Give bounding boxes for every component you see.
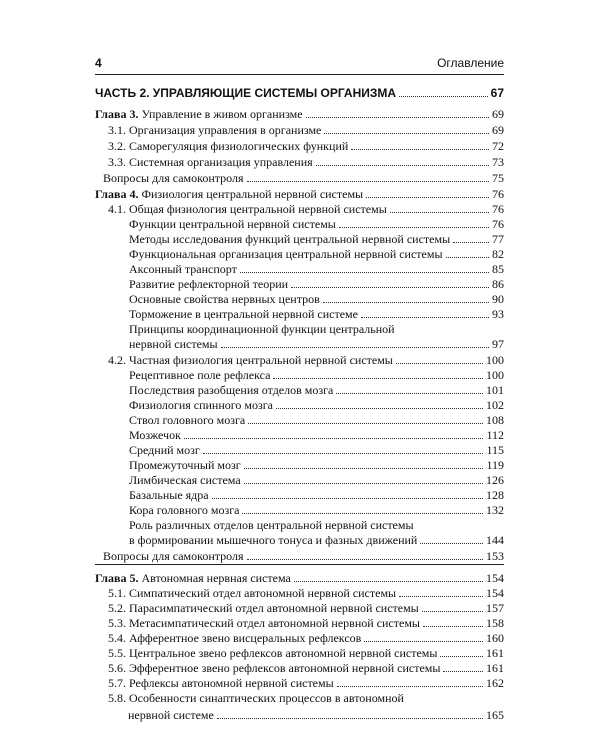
toc-entry[interactable] (95, 138, 504, 154)
page-ref: 161 (486, 646, 504, 660)
page-ref: 154 (486, 586, 504, 600)
leader-dots (306, 117, 489, 118)
toc-entry[interactable] (95, 600, 504, 616)
toc-chapter-3[interactable] (95, 106, 504, 122)
entry-title: Мозжечок (129, 428, 181, 442)
toc-entry[interactable] (95, 216, 504, 232)
page-ref: 165 (486, 708, 504, 722)
entry-title: Аксонный транспорт (129, 262, 237, 276)
entry-title: Методы исследования функций центральной нервной системы (129, 232, 451, 246)
entry-title: Основные свойства нервных центров (129, 292, 320, 306)
toc-entry[interactable] (95, 645, 504, 661)
entry-title: 5.4. Афферентное звено висцеральных рефлексов (108, 631, 362, 645)
page-ref: 162 (486, 676, 504, 690)
entry-title: в формировании мышечного тонуса и фазных движений (129, 533, 418, 547)
leader-dots (399, 596, 483, 597)
toc-entry[interactable] (95, 367, 504, 383)
page-ref: 69 (492, 123, 504, 137)
toc-entry[interactable] (95, 548, 504, 564)
leader-dots (337, 686, 483, 687)
page-ref: 69 (492, 107, 504, 121)
entry-title: 5.2. Парасимпатический отдел автономной нервной системы (108, 601, 419, 615)
entry-title: 5.3. Метасимпатический отдел автономной нервной системы (108, 616, 420, 630)
page-ref: 100 (486, 368, 504, 382)
toc-entry[interactable] (95, 532, 504, 548)
entry-title: Средний мозг (129, 443, 200, 457)
page-ref: 73 (492, 155, 504, 169)
toc-chapter-5[interactable] (95, 570, 504, 586)
entry-title: Торможение в центральной нервной системе (129, 307, 358, 321)
leader-dots (294, 581, 483, 582)
page-ref: 100 (486, 353, 504, 367)
leader-dots (390, 212, 489, 213)
toc-entry[interactable] (95, 630, 504, 646)
leader-dots (399, 96, 488, 97)
entry-title: 5.5. Центральное звено рефлексов автономной нервной системы (108, 646, 438, 660)
leader-dots (247, 559, 483, 560)
leader-dots (316, 165, 489, 166)
chapter-heading (95, 106, 303, 122)
chapter-heading (95, 186, 363, 202)
leader-dots (453, 242, 489, 243)
entry-title: Функциональная организация центральной нервной системы (129, 247, 443, 261)
toc-entry[interactable] (95, 487, 504, 503)
leader-dots (212, 498, 483, 499)
toc-entry[interactable] (95, 457, 504, 473)
page-ref: 112 (486, 428, 504, 442)
leader-dots (244, 468, 484, 469)
toc-entry[interactable] (95, 170, 504, 186)
entry-title: 5.6. Эфферентное звено рефлексов автономной нервной системы (108, 661, 441, 675)
leader-dots (324, 133, 489, 134)
entry-title: нервной системе (128, 708, 214, 722)
toc-entry[interactable] (95, 321, 504, 337)
page-ref: 108 (486, 413, 504, 427)
chapter-heading (95, 570, 291, 586)
entry-title: Принципы координационной функции центральной (129, 322, 395, 336)
leader-dots (244, 483, 483, 484)
entry-title: Лимбическая система (129, 473, 241, 487)
page-ref: 158 (486, 616, 504, 630)
entry-title: 3.1. Организация управления в организме (108, 123, 322, 137)
toc-entry[interactable] (95, 336, 504, 352)
leader-dots (339, 227, 489, 228)
entry-title: Рецептивное поле рефлекса (129, 368, 271, 382)
leader-dots (336, 393, 483, 394)
chapter-label: Глава 4. (95, 187, 139, 201)
toc-entry[interactable] (95, 201, 504, 217)
leader-dots (422, 611, 483, 612)
entry-title: Вопросы для самоконтроля (103, 171, 244, 185)
entry-title: Физиология спинного мозга (129, 398, 273, 412)
chapter-title: Физиология центральной нервной системы (141, 187, 364, 201)
entry-title: Кора головного мозга (129, 503, 240, 517)
toc-entry[interactable] (95, 382, 504, 398)
toc-entry[interactable] (95, 472, 504, 488)
chapter-label: Глава 5. (95, 571, 139, 585)
page-ref: 76 (492, 217, 504, 231)
page-ref: 128 (486, 488, 504, 502)
entry-title: 3.2. Саморегуляция физиологических функций (108, 139, 349, 153)
toc-entry[interactable] (95, 397, 504, 413)
leader-dots (276, 408, 483, 409)
chapter-title: Автономная нервная система (141, 571, 291, 585)
leader-dots (396, 363, 483, 364)
entry-title: нервной системы (129, 337, 218, 351)
leader-dots (323, 302, 489, 303)
entry-title: Роль различных отделов центральной нервной системы (129, 518, 414, 532)
entry-title: Последствия разобщения отделов мозга (129, 383, 334, 397)
page-ref: 132 (486, 503, 504, 517)
page-ref: 144 (486, 533, 504, 547)
entry-title: 3.3. Системная организация управления (108, 155, 313, 169)
leader-dots (291, 287, 489, 288)
toc-entry[interactable] (95, 291, 504, 307)
leader-dots (203, 453, 484, 454)
page-ref: 75 (492, 171, 504, 185)
page-ref: 154 (486, 571, 504, 585)
leader-dots (366, 197, 489, 198)
chapter-label: Глава 3. (95, 107, 139, 121)
toc-entry[interactable] (95, 675, 504, 691)
toc-entry[interactable] (95, 412, 504, 428)
page-ref: 72 (492, 139, 504, 153)
leader-dots (364, 641, 483, 642)
toc-entry[interactable] (95, 615, 504, 631)
leader-dots (247, 181, 489, 182)
entry-title: 5.1. Симпатический отдел автономной нервной системы (108, 586, 397, 600)
leader-dots (248, 423, 483, 424)
page-ref: 86 (492, 277, 504, 291)
page-ref: 82 (492, 247, 504, 261)
leader-dots (217, 718, 483, 719)
leader-dots (242, 513, 483, 514)
page-header (95, 56, 504, 74)
page-ref: 97 (492, 337, 504, 351)
toc-entry[interactable] (95, 502, 504, 518)
entry-title: Развитие рефлекторной теории (129, 277, 289, 291)
page-ref: 157 (486, 601, 504, 615)
page-number: 4 (95, 56, 102, 70)
entry-title: Базальные ядра (129, 488, 209, 502)
toc-entry[interactable] (95, 427, 504, 443)
entry-title: Функции центральной нервной системы (129, 217, 336, 231)
toc-entry[interactable] (95, 276, 504, 292)
leader-dots (420, 543, 483, 544)
toc-entry[interactable] (95, 246, 504, 262)
entry-title: 5.7. Рефлексы автономной нервной системы (108, 676, 334, 690)
page-ref: 85 (492, 262, 504, 276)
toc-entry[interactable] (95, 154, 504, 170)
page-ref: 76 (492, 202, 504, 216)
leader-dots (351, 149, 489, 150)
page-ref: 153 (486, 549, 504, 563)
toc-entry[interactable] (95, 690, 504, 706)
page-ref: 101 (486, 383, 504, 397)
leader-dots (443, 671, 483, 672)
toc-entry[interactable] (95, 517, 504, 533)
page-ref: 76 (492, 187, 504, 201)
toc-entry[interactable] (95, 442, 504, 458)
page-ref: 126 (486, 473, 504, 487)
toc-entry[interactable] (95, 585, 504, 601)
toc-entry[interactable] (95, 231, 504, 247)
leader-dots (273, 378, 483, 379)
toc-entry[interactable] (95, 122, 504, 138)
entry-title: 5.8. Особенности синаптических процессов в автономной (108, 691, 404, 705)
page-ref: 119 (486, 458, 504, 472)
leader-dots (221, 347, 489, 348)
entry-title: Вопросы для самоконтроля (103, 549, 244, 563)
leader-dots (440, 656, 483, 657)
page-ref: 90 (492, 292, 504, 306)
chapter-title: Управление в живом организме (141, 107, 303, 121)
page-ref: 93 (492, 307, 504, 321)
page-ref: 160 (486, 631, 504, 645)
leader-dots (240, 272, 489, 273)
section-divider (95, 564, 504, 565)
header-rule (95, 74, 504, 75)
entry-title: Ствол головного мозга (129, 413, 246, 427)
leader-dots (423, 626, 483, 627)
leader-dots (446, 257, 489, 258)
page-ref: 67 (490, 86, 504, 100)
running-title: Оглавление (437, 56, 504, 70)
toc-chapter-4[interactable] (95, 186, 504, 202)
leader-dots (361, 317, 489, 318)
page-ref: 102 (486, 398, 504, 412)
part-title: ЧАСТЬ 2. УПРАВЛЯЮЩИЕ СИСТЕМЫ ОРГАНИЗМА (95, 86, 397, 100)
page-ref: 77 (492, 232, 504, 246)
leader-dots (184, 438, 484, 439)
toc-entry[interactable] (95, 352, 504, 368)
toc-entry[interactable] (95, 660, 504, 676)
toc-entry[interactable] (95, 261, 504, 277)
toc-part-heading[interactable] (95, 85, 504, 101)
entry-title: 4.1. Общая физиология центральной нервной системы (108, 202, 387, 216)
page-ref: 115 (486, 443, 504, 457)
toc-entry[interactable] (95, 707, 504, 723)
entry-title: Промежуточный мозг (129, 458, 241, 472)
page-ref: 161 (486, 661, 504, 675)
entry-title: 4.2. Частная физиология центральной нервной системы (108, 353, 393, 367)
toc-entry[interactable] (95, 306, 504, 322)
